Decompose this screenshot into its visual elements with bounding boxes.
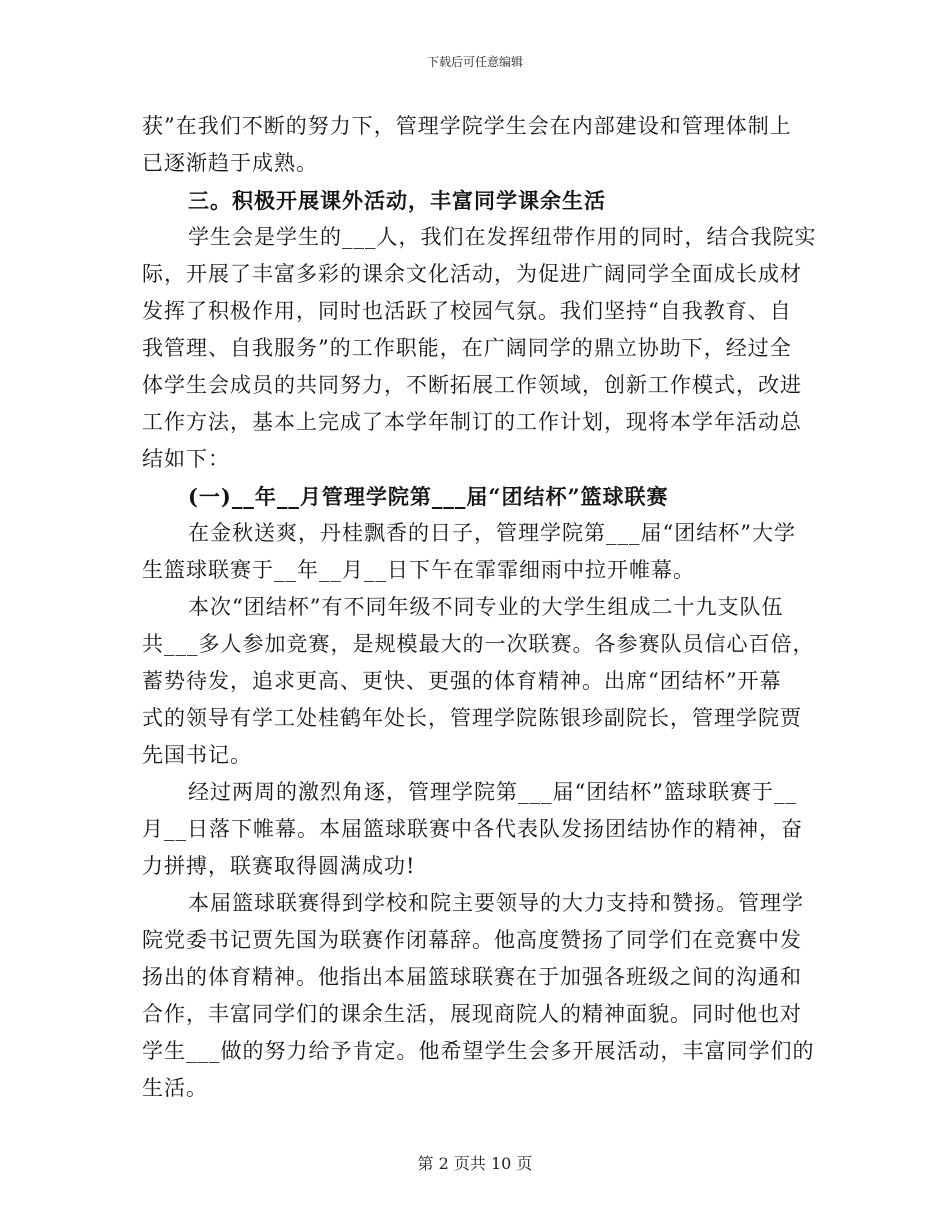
paragraph bbox=[142, 885, 822, 1107]
body-line: 力拼搏，联赛取得圆满成功! bbox=[142, 854, 416, 878]
body-line: 生活。 bbox=[142, 1076, 208, 1100]
body-line: 工作方法，基本上完成了本学年制订的工作计划，现将本学年活动总 bbox=[142, 410, 802, 434]
paragraph bbox=[142, 108, 822, 182]
paragraph bbox=[142, 515, 822, 589]
body-line: 我管理、自我服务”的工作职能，在广阔同学的鼎立协助下，经过全 bbox=[142, 336, 792, 360]
body-line: 院党委书记贾先国为联赛作闭幕辞。他高度赞扬了同学们在竞赛中发 bbox=[142, 928, 802, 952]
body-line: 在金秋送爽，丹桂飘香的日子，管理学院第___届“团结杯”大学 bbox=[188, 521, 796, 545]
section-heading bbox=[142, 478, 822, 515]
body-line: 式的领导有学工处桂鹤年处长，管理学院陈银珍副院长，管理学院贾 bbox=[142, 706, 802, 730]
paragraph bbox=[142, 589, 822, 774]
body-line: 经过两周的激烈角逐，管理学院第___届“团结杯”篮球联赛于__ bbox=[188, 780, 797, 804]
body-line: 合作，丰富同学们的课余生活，展现商院人的精神面貌。同时他也对 bbox=[142, 1002, 802, 1026]
body-line: 共___多人参加竞赛，是规模最大的一次联赛。各参赛队员信心百倍， bbox=[142, 632, 815, 656]
page-header-note: 下载后可任意编辑 bbox=[426, 55, 523, 69]
body-line: 学生___做的努力给予肯定。他希望学生会多开展活动，丰富同学们的 bbox=[142, 1039, 815, 1063]
page-body bbox=[142, 108, 822, 1107]
body-line: 体学生会成员的共同努力，不断拓展工作领域，创新工作模式，改进 bbox=[142, 373, 802, 397]
page-footer-number: 第 2 页共 10 页 bbox=[417, 1154, 533, 1173]
body-line: 际，开展了丰富多彩的课余文化活动，为促进广阔同学全面成长成材 bbox=[142, 262, 802, 286]
section-heading-text: 三。积极开展课外活动，丰富同学课余生活 bbox=[188, 188, 606, 213]
body-line: 本届篮球联赛得到学校和院主要领导的大力支持和赞扬。管理学 bbox=[188, 891, 804, 915]
body-line: 生篮球联赛于__年__月__日下午在霏霏细雨中拉开帷幕。 bbox=[142, 558, 695, 582]
section-heading-text: (一)__年__月管理学院第___届“团结杯”篮球联赛 bbox=[188, 484, 669, 509]
body-line: 发挥了积极作用，同时也活跃了校园气氛。我们坚持“自我教育、自 bbox=[142, 299, 792, 323]
body-line: 先国书记。 bbox=[142, 743, 252, 767]
body-line: 获”在我们不断的努力下，管理学院学生会在内部建设和管理体制上 bbox=[142, 114, 792, 138]
body-line: 扬出的体育精神。他指出本届篮球联赛在于加强各班级之间的沟通和 bbox=[142, 965, 802, 989]
paragraph bbox=[142, 219, 822, 478]
body-line: 月__日落下帷幕。本届篮球联赛中各代表队发扬团结协作的精神，奋 bbox=[142, 817, 803, 841]
body-line: 结如下： bbox=[142, 447, 230, 471]
section-heading bbox=[142, 182, 822, 219]
body-line: 本次“团结杯”有不同年级不同专业的大学生组成二十九支队伍 bbox=[188, 595, 784, 619]
body-line: 已逐渐趋于成熟。 bbox=[142, 151, 318, 175]
body-line: 蓄势待发，追求更高、更快、更强的体育精神。出席“团结杯”开幕 bbox=[142, 669, 782, 693]
body-line: 学生会是学生的___人，我们在发挥纽带作用的同时，结合我院实 bbox=[188, 225, 817, 249]
paragraph bbox=[142, 774, 822, 885]
